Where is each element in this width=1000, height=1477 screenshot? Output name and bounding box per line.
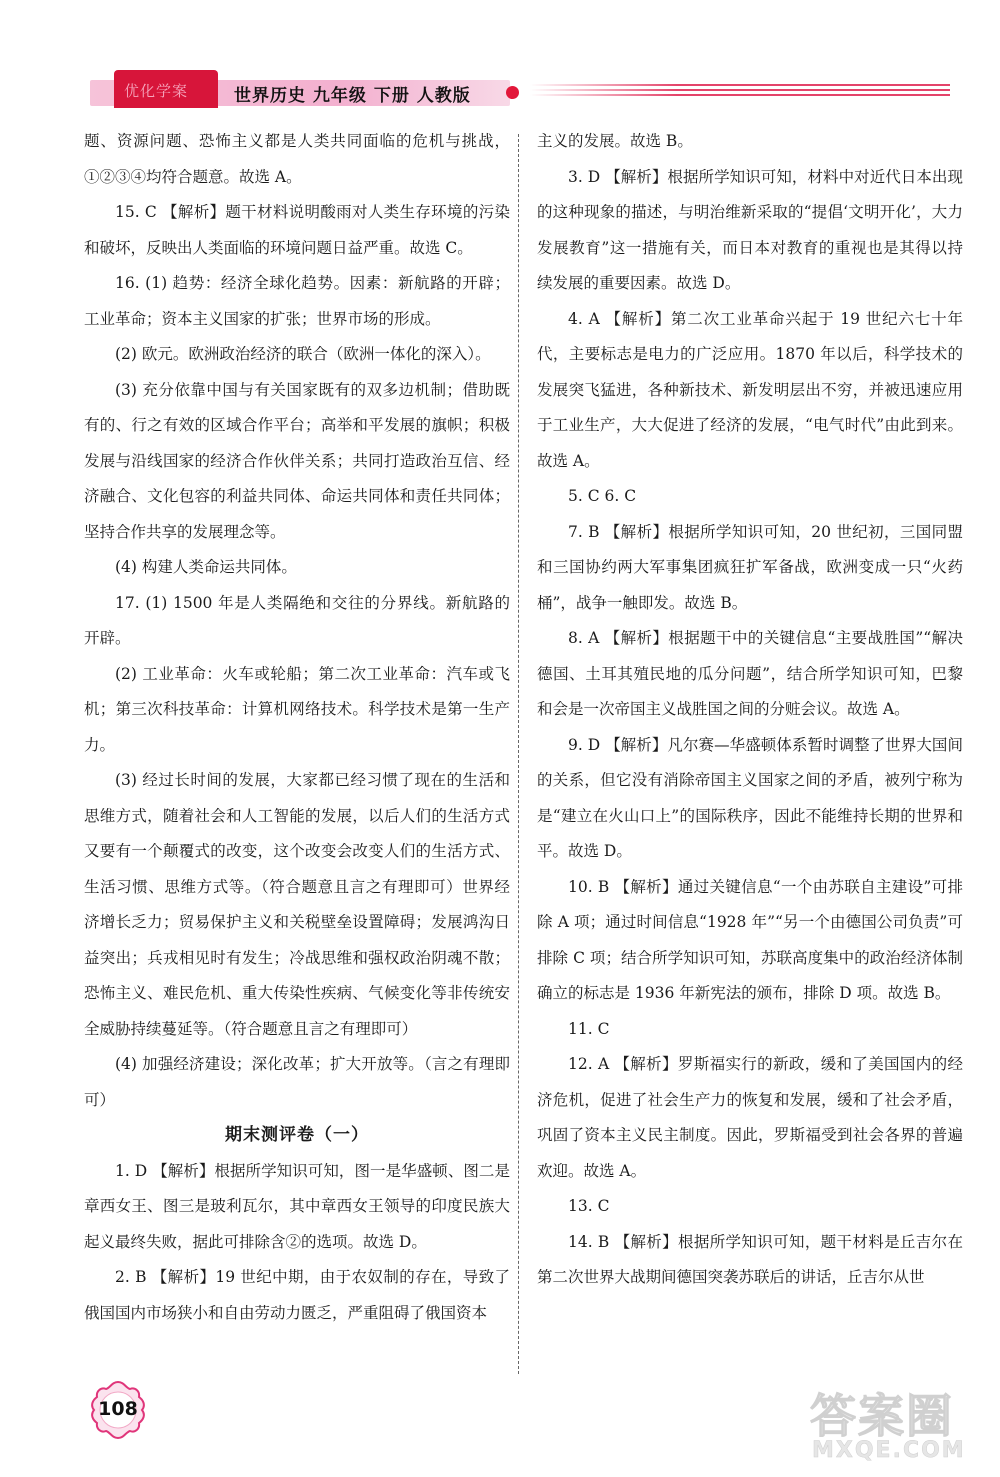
answer-paragraph: 15. C 【解析】题干材料说明酸雨对人类生存环境的污染和破坏，反映出人类面临的环境问题日益严重。故选 C。 (84, 203, 510, 257)
answer-paragraph: (2) 工业革命：火车或轮船；第二次工业革命：汽车或飞机；第三次科技革命：计算机网络技术。科学技术是第一生产力。 (84, 664, 510, 754)
answer-paragraph: 11. C (568, 1019, 610, 1038)
section-title: 期末测评卷（一） (225, 1125, 369, 1145)
watermark-bottom: MXQE.COM (812, 1438, 966, 1463)
watermark-top: 答案圈 (810, 1389, 954, 1443)
page-header (90, 66, 950, 110)
header-dot-icon (506, 86, 519, 99)
answer-paragraph: 7. B 【解析】根据所学知识可知，20 世纪初，三国同盟和三国协约两大军事集团疯狂扩军备战，欧洲变成一只“火药桶”，战争一触即发。故选 B。 (537, 522, 963, 612)
answer-paragraph: (4) 构建人类命运共同体。 (115, 558, 297, 576)
answer-paragraph: 16. (1) 趋势：经济全球化趋势。因素：新航路的开辟；工业革命；资本主义国家的扩张；世界市场的形成。 (84, 274, 510, 328)
answer-paragraph: (3) 充分依靠中国与有关国家既有的双多边机制；借助既有的、行之有效的区域合作平台；高举和平发展的旗帜；积极发展与沿线国家的经济合作伙伴关系；共同打造政治互信、经济融合、文化包容的利益共同体、命运共同体和责任共同体；坚持合作共享的发展理念等。 (84, 380, 510, 541)
answer-paragraph: 主义的发展。故选 B。 (537, 132, 693, 150)
answer-paragraph: 1. D 【解析】根据所学知识可知，图一是华盛顿、图二是章西女王、图三是玻利瓦尔，其中章西女王领导的印度民族大起义最终失败，据此可排除含②的选项。故选 D。 (84, 1161, 510, 1251)
answer-paragraph: 2. B 【解析】19 世纪中期，由于农奴制的存在，导致了俄国国内市场狭小和自由劳动力匮乏，严重阻碍了俄国资本 (84, 1268, 510, 1322)
right-column (537, 124, 963, 1296)
answer-paragraph: 8. A 【解析】根据题干中的关键信息“主要战胜国”“解决德国、土耳其殖民地的瓜分问题”，结合所学知识可知，巴黎和会是一次帝国主义战胜国之间的分赃会议。故选 A。 (537, 629, 963, 718)
left-column (84, 124, 510, 1331)
answer-paragraph: (2) 欧元。欧洲政治经济的联合（欧洲一体化的深入）。 (115, 345, 491, 363)
answer-paragraph: 10. B 【解析】通过关键信息“一个由苏联自主建设”可排除 A 项；通过时间信息“1928 年”“另一个由德国公司负责”可排除 C 项；结合所学知识可知，苏联高度集中的政治经济体制确立的标志是 1936 年新宪法的颁布，排除 D 项。故选 B。 (537, 877, 963, 1002)
answer-paragraph: 5. C 6. C (568, 487, 637, 505)
answer-paragraph: 14. B 【解析】根据所学知识可知，题干材料是丘吉尔在第二次世界大战期间德国突袭苏联后的讲话，丘吉尔从世 (537, 1232, 963, 1286)
answer-paragraph: 题、资源问题、恐怖主义都是人类共同面临的危机与挑战，①②③④均符合题意。故选 A。 (84, 132, 510, 186)
column-divider (518, 134, 519, 1374)
answer-paragraph: 4. A 【解析】第二次工业革命兴起于 19 世纪六七十年代，主要标志是电力的广泛应用。1870 年以后，科学技术的发展突飞猛进，各种新技术、新发明层出不穷，并被迅速应用于工业生产，大大促进了经济的发展，“电气时代”由此到来。故选 A。 (537, 309, 963, 470)
header-tab-label: 优化学案 (124, 82, 189, 100)
answer-paragraph: 3. D 【解析】根据所学知识可知，材料中对近代日本出现的这种现象的描述，与明治维新采取的“提倡‘文明开化’，大力发展教育”这一措施有关，而日本对教育的重视也是其得以持续发展的重要因素。故选 D。 (537, 167, 963, 292)
watermark (810, 1380, 990, 1472)
answer-paragraph: 13. C (568, 1197, 610, 1215)
answer-paragraph: (4) 加强经济建设；深化改革；扩大开放等。（言之有理即可） (84, 1055, 510, 1109)
page-number: 108 (98, 1398, 138, 1420)
answer-paragraph: 17. (1) 1500 年是人类隔绝和交往的分界线。新航路的开辟。 (84, 593, 510, 647)
answer-paragraph: (3) 经过长时间的发展，大家都已经习惯了现在的生活和思维方式，随着社会和人工智能的发展，以后人们的生活方式又要有一个颠覆式的改变，这个改变会改变人们的生活方式、生活习惯、思维方式等。（符合题意且言之有理即可）世界经济增长乏力；贸易保护主义和关税壁垒设置障碍；发展鸿沟日益突出；兵戎相见时有发生；冷战思维和强权政治阴魂不散；恐怖主义、难民危机、重大传染性疾病、气候变化等非传统安全威胁持续蔓延等。（符合题意且言之有理即可） (84, 771, 510, 1038)
page-number-badge (86, 1378, 150, 1442)
answer-paragraph: 9. D 【解析】凡尔赛—华盛顿体系暂时调整了世界大国间的关系，但它没有消除帝国主义国家之间的矛盾，被列宁称为是“建立在火山口上”的国际秩序，因此不能维持长期的世界和平。故选 D。 (537, 735, 963, 860)
header-title: 世界历史 九年级 下册 人教版 (234, 86, 471, 106)
header-stripes (530, 84, 950, 98)
answer-paragraph: 12. A 【解析】罗斯福实行的新政，缓和了美国国内的经济危机，促进了社会生产力的恢复和发展，缓和了社会矛盾，巩固了资本主义民主制度。因此，罗斯福受到社会各界的普遍欢迎。故选 A。 (537, 1055, 963, 1180)
